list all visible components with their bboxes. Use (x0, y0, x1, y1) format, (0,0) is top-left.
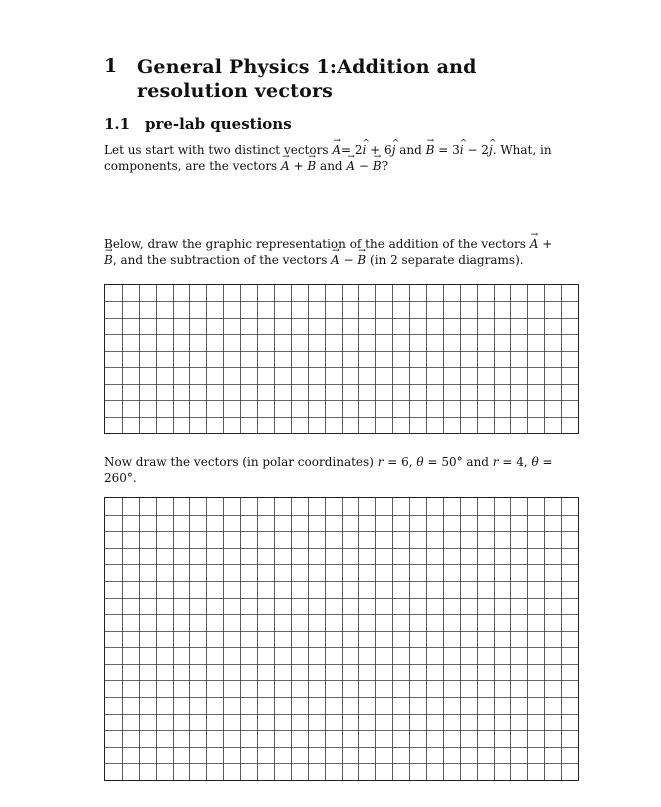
unit-j: ^ j (489, 143, 493, 157)
unit-i: ^ i (460, 143, 464, 157)
text: and (395, 143, 426, 157)
vector-b: → B (307, 159, 316, 173)
text: + 6 (366, 143, 392, 157)
text: − (339, 253, 358, 267)
vector-a: → A (530, 237, 539, 251)
grid-lines (105, 285, 578, 433)
text: = 260°. (104, 455, 553, 485)
unit-j: ^ j (392, 143, 396, 157)
vector-b: → B (104, 253, 113, 267)
vector-b: → B (357, 253, 366, 267)
text: Below, draw the graphic representation of the addition of the vectors (104, 237, 530, 251)
unit-i: ^ i (363, 143, 367, 157)
text: − 2 (463, 143, 489, 157)
text: ? (381, 159, 389, 173)
prelab-question-paragraph (104, 142, 559, 174)
text: (in 2 separate diagrams). (366, 253, 524, 267)
subsection-title: pre-lab questions (145, 115, 292, 133)
section-title: General Physics 1:Addition and resolution vectors (137, 56, 477, 102)
vector-a: → A (332, 143, 341, 157)
text: + (289, 159, 308, 173)
text: = 6, (383, 455, 417, 469)
vector-a: → A (281, 159, 290, 173)
vector-b: → B (373, 159, 382, 173)
text: = 2 (341, 143, 363, 157)
text: = 50° and (423, 455, 493, 469)
polar-instruction-paragraph (104, 454, 559, 486)
text: + (538, 237, 553, 251)
section-number: 1 (104, 55, 118, 77)
text: − (355, 159, 373, 173)
var-theta: θ (531, 455, 539, 469)
grid-lines (105, 498, 578, 780)
drawing-grid-polar[interactable] (104, 497, 579, 781)
vector-a: → A (346, 159, 355, 173)
subsection-number: 1.1 (104, 115, 131, 133)
text: Now draw the vectors (in polar coordinates) (104, 455, 378, 469)
text: and (316, 159, 347, 173)
vector-a: → A (331, 253, 340, 267)
text: . What, in components, are the vectors (104, 143, 552, 173)
text: Let us start with two distinct vectors (104, 143, 329, 157)
drawing-instruction-paragraph (104, 236, 559, 268)
text: , and the subtraction of the vectors (112, 253, 332, 267)
drawing-grid-addition-subtraction[interactable] (104, 284, 579, 434)
var-theta: θ (416, 455, 424, 469)
text: = 4, (498, 455, 532, 469)
var-r: r (492, 455, 499, 469)
var-r: r (377, 455, 384, 469)
text: = 3 (434, 143, 460, 157)
vector-b: → B (426, 143, 435, 157)
